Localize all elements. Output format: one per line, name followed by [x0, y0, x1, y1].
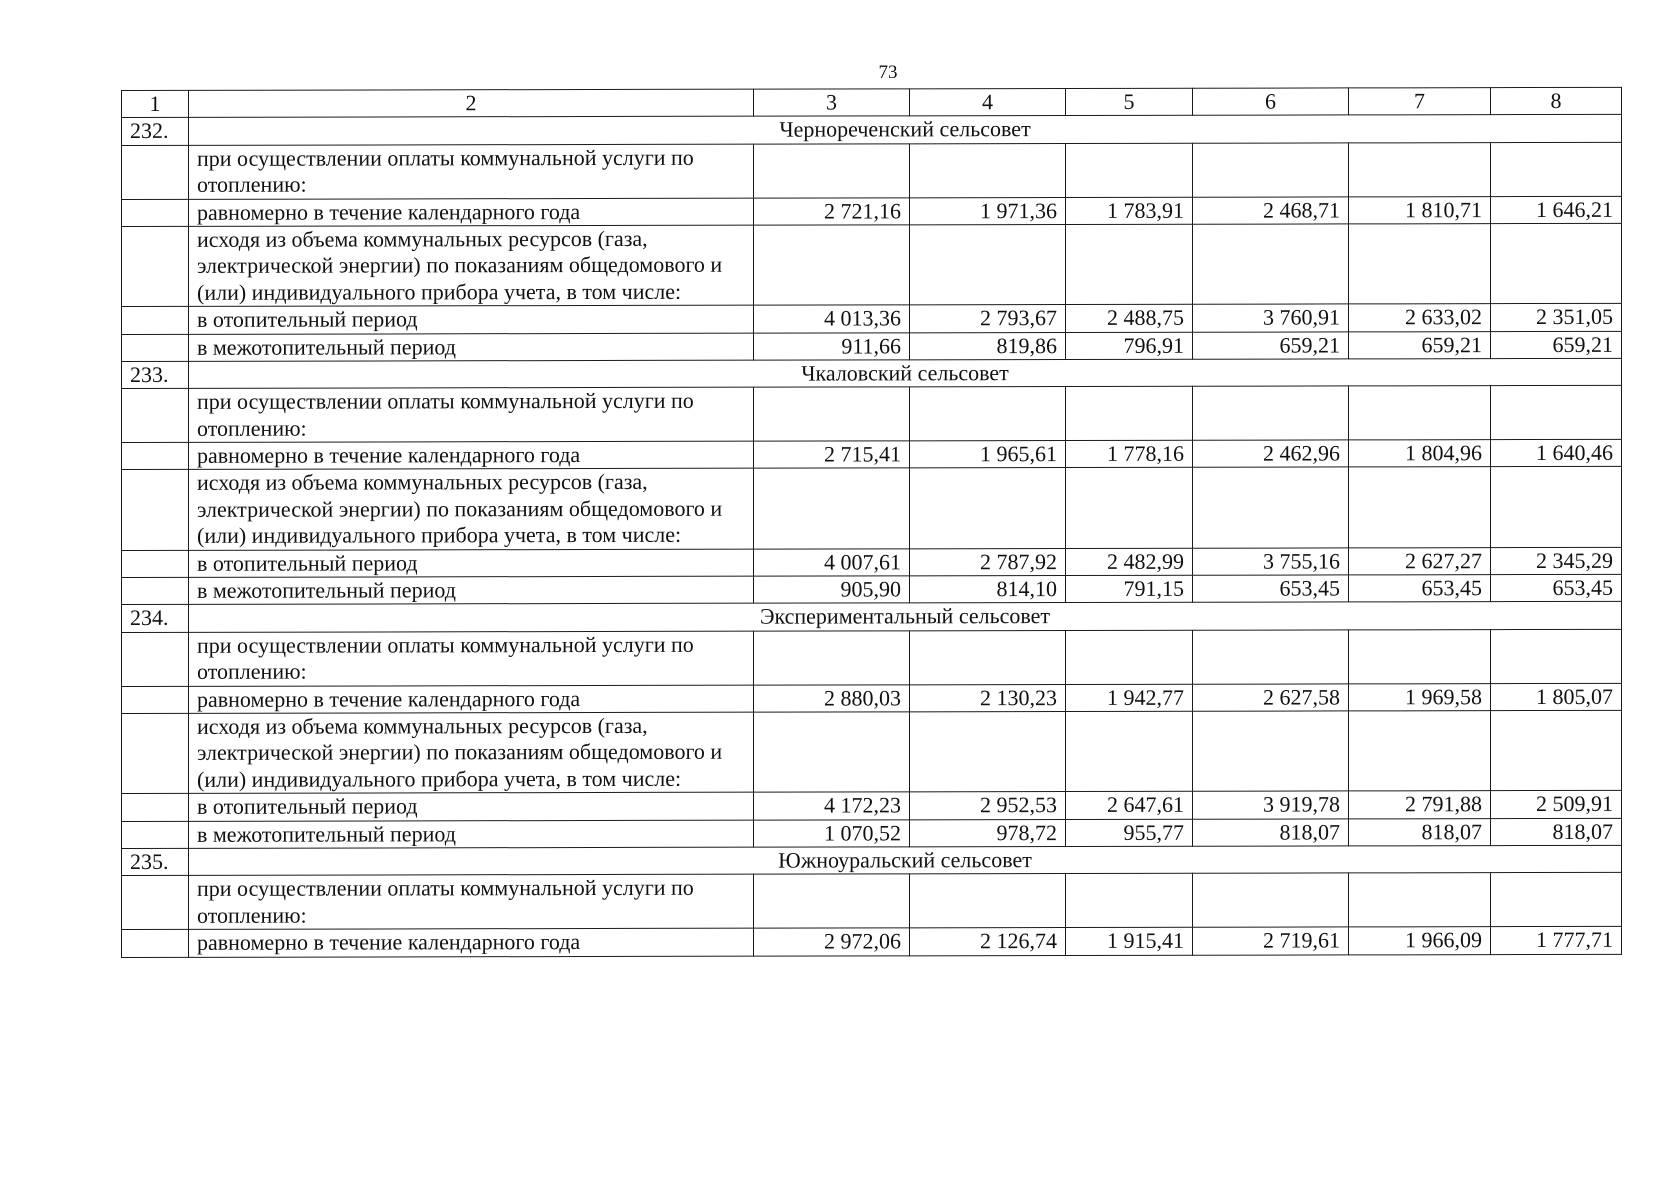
- value-cell: 2 345,29: [1491, 547, 1622, 575]
- value-cell: 2 351,05: [1491, 303, 1622, 331]
- value-cell-empty: [1193, 143, 1349, 197]
- row-index-cell: [122, 442, 189, 470]
- value-cell-empty: [910, 143, 1066, 197]
- row-index-cell: [122, 334, 189, 362]
- value-cell: 2 468,71: [1193, 196, 1349, 224]
- value-cell: 2 126,74: [910, 928, 1066, 956]
- row-index-cell: [122, 199, 189, 227]
- value-cell-empty: [1066, 224, 1193, 304]
- row-description: исходя из объема коммунальных ресурсов (газа, электрической энергии) по показаниям общедомового и (или) индивидуального прибора учета, в том числе:: [189, 225, 754, 306]
- value-cell: 3 919,78: [1193, 791, 1349, 819]
- value-cell: 1 646,21: [1491, 196, 1622, 224]
- section-title-row: [122, 358, 1622, 389]
- page-number: 73: [878, 62, 898, 83]
- column-number-cell: 3: [754, 89, 910, 117]
- row-index-cell: [122, 226, 189, 306]
- row-label: в межотопительный период: [189, 820, 754, 849]
- value-cell: 2 952,53: [910, 792, 1066, 820]
- value-cell-empty: [1066, 874, 1193, 928]
- value-cell-empty: [754, 874, 910, 928]
- value-cell-empty: [910, 630, 1066, 684]
- value-cell: 653,45: [1349, 575, 1491, 603]
- section-index: 234.: [122, 605, 189, 633]
- intro-row: [122, 629, 1622, 686]
- value-cell: 653,45: [1491, 574, 1622, 602]
- value-cell: 2 462,96: [1193, 440, 1349, 468]
- row-description: при осуществлении оплаты коммунальной услуги по отоплению:: [189, 875, 754, 930]
- value-cell: 1 966,09: [1349, 927, 1491, 955]
- value-cell-empty: [1349, 386, 1491, 440]
- value-cell: 978,72: [910, 819, 1066, 847]
- value-cell: 1 783,91: [1066, 197, 1193, 225]
- value-cell: 2 488,75: [1066, 304, 1193, 332]
- row-description: исходя из объема коммунальных ресурсов (газа, электрической энергии) по показаниям общедомового и (или) индивидуального прибора учета, в том числе:: [189, 469, 754, 550]
- row-index-cell: [122, 794, 189, 822]
- column-number-cell: 7: [1349, 88, 1491, 116]
- row-index-cell: [122, 145, 189, 199]
- value-cell-empty: [1349, 142, 1491, 196]
- value-cell: 955,77: [1066, 819, 1193, 847]
- value-cell: 818,07: [1349, 818, 1491, 846]
- value-cell: 4 172,23: [754, 792, 910, 820]
- column-number-cell: 2: [189, 89, 754, 118]
- value-cell-empty: [1066, 711, 1193, 791]
- value-cell-empty: [910, 387, 1066, 441]
- row-label: в отопительный период: [189, 305, 754, 334]
- row-label: в межотопительный период: [189, 333, 754, 362]
- value-cell: 1 777,71: [1491, 926, 1622, 954]
- value-cell: 796,91: [1066, 332, 1193, 360]
- section-title-row: [122, 845, 1622, 876]
- value-cell-empty: [1491, 223, 1622, 303]
- value-cell: 2 627,27: [1349, 547, 1491, 575]
- value-cell: 819,86: [910, 332, 1066, 360]
- row-label: равномерно в течение календарного года: [189, 928, 754, 957]
- value-cell-empty: [910, 224, 1066, 304]
- value-cell: 4 007,61: [754, 548, 910, 576]
- value-cell-empty: [1349, 467, 1491, 547]
- value-cell-empty: [1491, 710, 1622, 790]
- value-cell: 1 640,46: [1491, 439, 1622, 467]
- value-cell-empty: [1349, 873, 1491, 927]
- intro-row: [122, 873, 1622, 930]
- section-index: 232.: [122, 118, 189, 146]
- section-title: Южноуральский сельсовет: [189, 845, 1622, 875]
- value-cell: 1 810,71: [1349, 196, 1491, 224]
- value-cell-empty: [1193, 873, 1349, 927]
- row-description: при осуществлении оплаты коммунальной услуги по отоплению:: [189, 387, 754, 442]
- value-cell: 2 130,23: [910, 684, 1066, 712]
- value-cell: 2 972,06: [754, 928, 910, 956]
- value-cell-empty: [1491, 873, 1622, 927]
- value-row: [122, 196, 1622, 227]
- value-cell: 4 013,36: [754, 305, 910, 333]
- section-title: Чернореченский сельсовет: [189, 115, 1622, 145]
- value-cell-empty: [1491, 629, 1622, 683]
- value-cell-empty: [1491, 142, 1622, 196]
- value-cell: 818,07: [1193, 818, 1349, 846]
- value-cell: 2 715,41: [754, 441, 910, 469]
- value-cell: 3 755,16: [1193, 548, 1349, 576]
- intro-row: [122, 386, 1622, 443]
- value-row: [122, 683, 1622, 714]
- value-cell-empty: [1066, 143, 1193, 197]
- value-cell: 2 721,16: [754, 197, 910, 225]
- value-row: [122, 331, 1622, 362]
- value-cell: 2 647,61: [1066, 791, 1193, 819]
- value-cell-empty: [1193, 711, 1349, 791]
- value-cell: 653,45: [1193, 575, 1349, 603]
- value-cell: 1 942,77: [1066, 684, 1193, 712]
- value-cell-empty: [910, 468, 1066, 548]
- value-cell-empty: [754, 225, 910, 305]
- value-cell-empty: [1193, 224, 1349, 304]
- value-cell: 3 760,91: [1193, 304, 1349, 332]
- row-label: в отопительный период: [189, 792, 754, 821]
- value-cell: 1 778,16: [1066, 440, 1193, 468]
- row-label: равномерно в течение календарного года: [189, 198, 754, 227]
- section-title: Экспериментальный сельсовет: [189, 602, 1622, 632]
- value-cell-empty: [754, 468, 910, 548]
- value-row: [122, 439, 1622, 470]
- value-cell-empty: [1349, 711, 1491, 791]
- intro-row: [122, 142, 1622, 199]
- value-cell: 814,10: [910, 576, 1066, 604]
- row-label: в межотопительный период: [189, 576, 754, 605]
- row-index-cell: [122, 713, 189, 793]
- value-cell: 2 791,88: [1349, 791, 1491, 819]
- value-cell-empty: [1491, 467, 1622, 547]
- value-cell: 659,21: [1349, 331, 1491, 359]
- row-label: в отопительный период: [189, 549, 754, 578]
- value-cell-empty: [910, 874, 1066, 928]
- note-row: [122, 710, 1622, 793]
- value-cell: 659,21: [1491, 331, 1622, 359]
- value-cell: 659,21: [1193, 331, 1349, 359]
- value-cell: 1 804,96: [1349, 440, 1491, 468]
- section-title: Чкаловский сельсовет: [189, 358, 1622, 388]
- value-row: [122, 791, 1622, 822]
- column-number-cell: 5: [1066, 88, 1193, 116]
- row-index-cell: [122, 470, 189, 550]
- value-row: [122, 303, 1622, 334]
- row-index-cell: [122, 389, 189, 443]
- table-body: [122, 87, 1622, 957]
- value-cell: 1 965,61: [910, 441, 1066, 469]
- value-cell-empty: [1193, 467, 1349, 547]
- value-cell: 1 805,07: [1491, 683, 1622, 711]
- value-row: [122, 926, 1622, 957]
- value-cell: 2 787,92: [910, 548, 1066, 576]
- value-row: [122, 547, 1622, 578]
- value-cell-empty: [1491, 386, 1622, 440]
- value-cell: 2 627,58: [1193, 684, 1349, 712]
- value-cell: 2 793,67: [910, 305, 1066, 333]
- value-cell-empty: [754, 712, 910, 792]
- column-number-cell: 1: [122, 90, 189, 118]
- row-index-cell: [122, 632, 189, 686]
- tariff-table: [121, 87, 1622, 958]
- value-cell: 1 971,36: [910, 197, 1066, 225]
- value-cell: 2 633,02: [1349, 304, 1491, 332]
- value-cell-empty: [1066, 630, 1193, 684]
- value-cell: 1 915,41: [1066, 927, 1193, 955]
- value-cell: 2 509,91: [1491, 791, 1622, 819]
- row-label: равномерно в течение календарного года: [189, 441, 754, 470]
- row-description: при осуществлении оплаты коммунальной услуги по отоплению:: [189, 144, 754, 199]
- value-cell: 2 719,61: [1193, 927, 1349, 955]
- column-number-cell: 6: [1193, 88, 1349, 116]
- row-label: равномерно в течение календарного года: [189, 685, 754, 714]
- row-index-cell: [122, 876, 189, 930]
- column-number-cell: 4: [910, 89, 1066, 117]
- column-number-cell: 8: [1491, 87, 1622, 115]
- row-description: исходя из объема коммунальных ресурсов (газа, электрической энергии) по показаниям общедомового и (или) индивидуального прибора учета, в том числе:: [189, 712, 754, 793]
- value-cell-empty: [1349, 224, 1491, 304]
- value-cell: 2 482,99: [1066, 548, 1193, 576]
- value-cell-empty: [754, 387, 910, 441]
- value-cell-empty: [910, 712, 1066, 792]
- row-index-cell: [122, 929, 189, 957]
- row-index-cell: [122, 577, 189, 605]
- row-index-cell: [122, 821, 189, 849]
- value-cell-empty: [754, 144, 910, 198]
- section-index: 235.: [122, 848, 189, 876]
- note-row: [122, 223, 1622, 306]
- value-row: [122, 574, 1622, 605]
- row-description: при осуществлении оплаты коммунальной услуги по отоплению:: [189, 631, 754, 686]
- value-cell: 791,15: [1066, 575, 1193, 603]
- value-cell-empty: [1193, 386, 1349, 440]
- value-cell: 911,66: [754, 332, 910, 360]
- section-index: 233.: [122, 361, 189, 389]
- value-cell: 1 969,58: [1349, 683, 1491, 711]
- row-index-cell: [122, 306, 189, 334]
- value-cell-empty: [1066, 387, 1193, 441]
- note-row: [122, 467, 1622, 550]
- column-number-row: [122, 87, 1622, 118]
- value-row: [122, 818, 1622, 849]
- row-index-cell: [122, 550, 189, 578]
- value-cell: 905,90: [754, 576, 910, 604]
- row-index-cell: [122, 686, 189, 714]
- section-title-row: [122, 602, 1622, 633]
- value-cell-empty: [754, 631, 910, 685]
- section-title-row: [122, 115, 1622, 146]
- value-cell: 2 880,03: [754, 684, 910, 712]
- value-cell: 818,07: [1491, 818, 1622, 846]
- value-cell-empty: [1349, 629, 1491, 683]
- value-cell-empty: [1066, 468, 1193, 548]
- value-cell: 1 070,52: [754, 819, 910, 847]
- value-cell-empty: [1193, 630, 1349, 684]
